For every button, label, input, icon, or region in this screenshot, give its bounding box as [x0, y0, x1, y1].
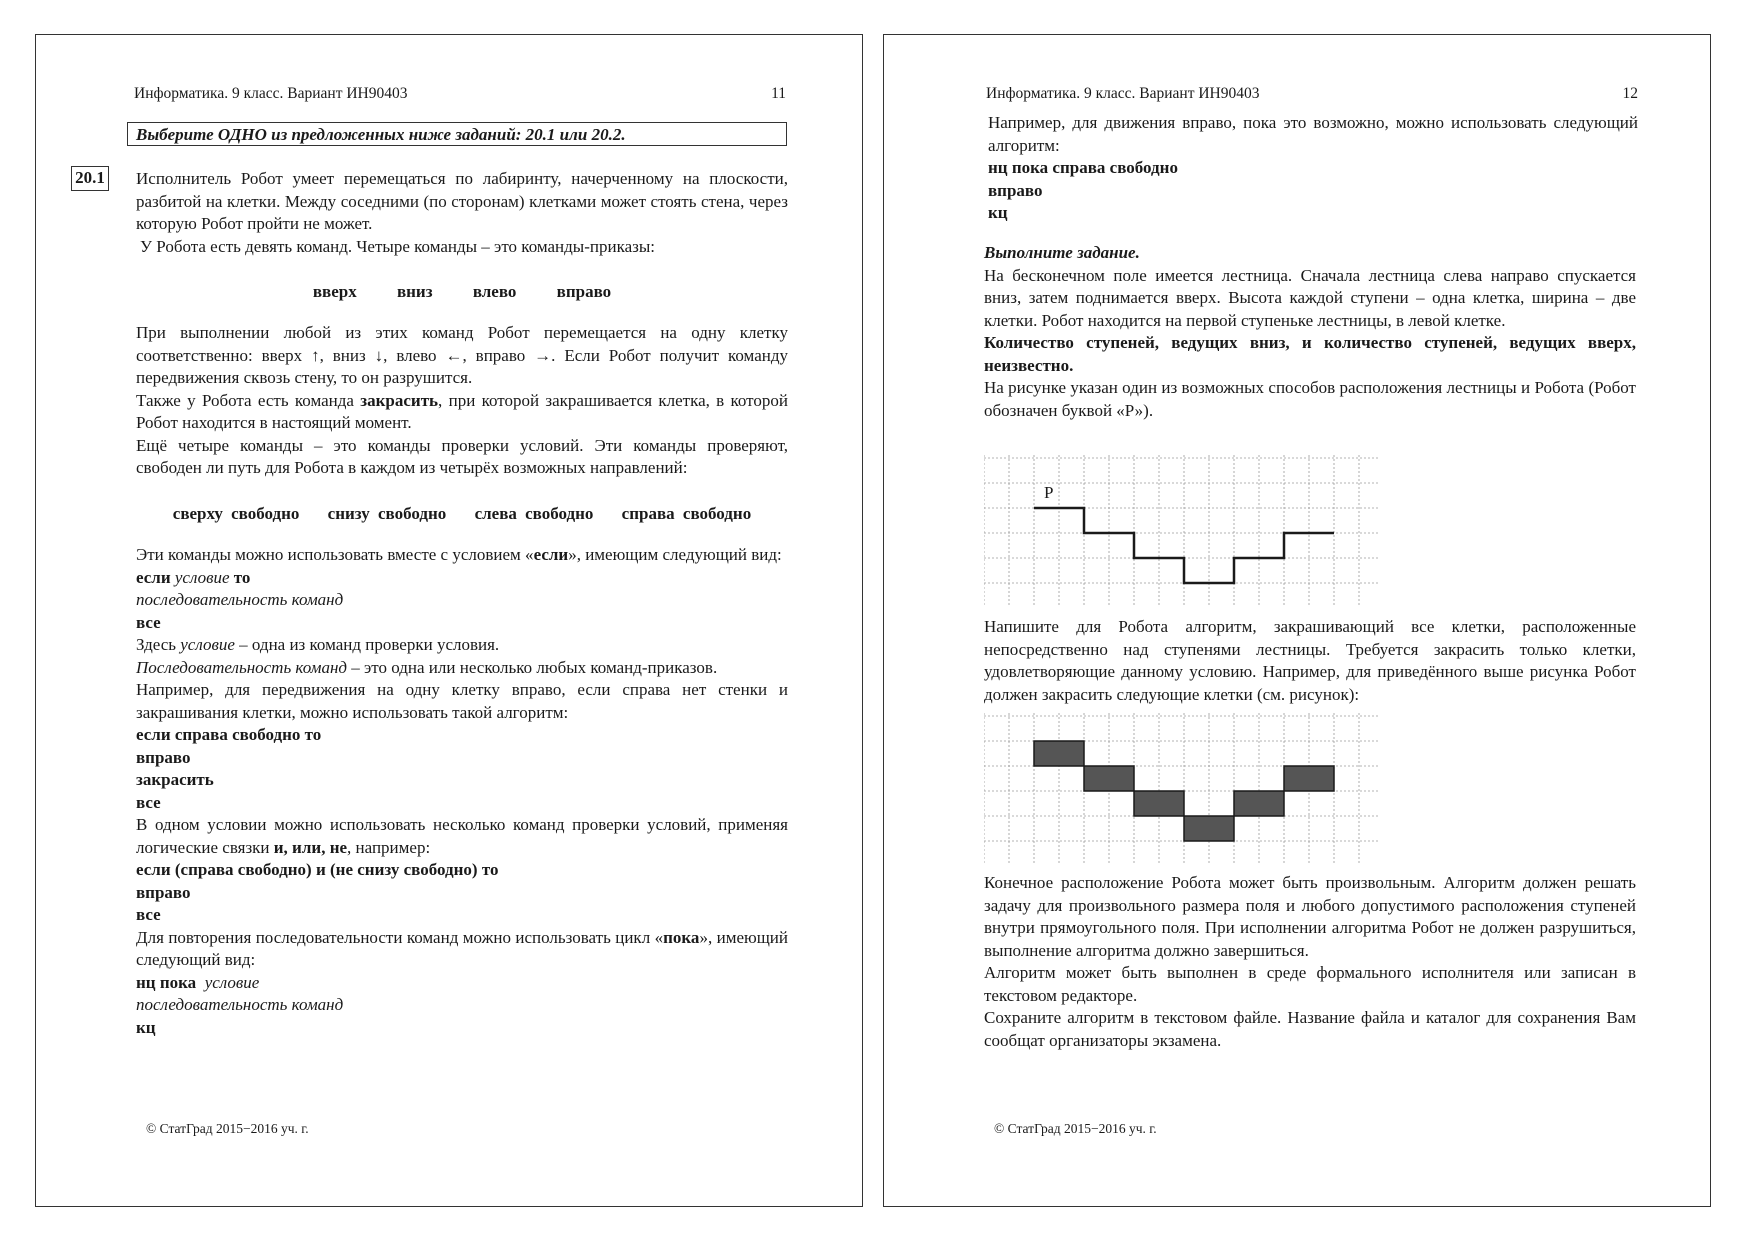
header-title: Информатика. 9 класс. Вариант ИН90403 [134, 85, 408, 102]
loop-example-line: нц пока справа свободно [988, 158, 1178, 177]
example1-line: закрасить [136, 770, 214, 789]
loop-example-block [988, 112, 1638, 225]
example1-line: если справа свободно то [136, 725, 322, 744]
loop-example-line: вправо [988, 180, 1043, 200]
page-header [134, 85, 786, 103]
painted-cell [1134, 791, 1184, 816]
intro-text: Исполнитель Робот умеет перемещаться по лабиринту, начерченному на плоскости, разбитой на клетки. Между соседними (по сторонам) клетками может стоять стена, через которую Робот пройти не может. [136, 169, 788, 233]
choose-task-box: Выберите ОДНО из предложенных ниже заданий: 20.1 или 20.2. [127, 122, 787, 146]
seq-desc-post: – это одна или несколько любых команд-приказов. [346, 657, 718, 677]
right-page [883, 34, 1711, 1207]
if-syntax [136, 567, 788, 590]
if-block [136, 544, 788, 1039]
page-number: 11 [771, 85, 786, 102]
loop-pre: Для повторения последовательности команд можно использовать цикл « [136, 927, 664, 947]
here-post: – одна из команд проверки условия. [234, 635, 500, 654]
here-cond: условие [180, 635, 235, 654]
left-page [35, 34, 863, 1207]
move-desc: При выполнении любой из этих команд Робот перемещается на одну клетку соответственно: вверх ↑, вниз ↓, влево ←, вправо →. Если Робот получит команду передвижения сквозь стену, то он разрушится. [136, 323, 788, 387]
task-heading: Выполните задание. [984, 243, 1140, 262]
save-text: Сохраните алгоритм в текстовом файле. Название файла и каталог для сохранения Вам сообщат организаторы экзамена. [984, 1008, 1636, 1050]
task-block [984, 242, 1636, 422]
write-task-block [984, 616, 1636, 706]
figure-intro: На рисунке указан один из возможных способов расположения лестницы и Робота (Робот обозначен буквой «Р»). [984, 378, 1636, 420]
page-footer: © СтатГрад 2015−2016 уч. г. [994, 1121, 1157, 1136]
page-number: 12 [1622, 85, 1638, 102]
painted-cell [1184, 816, 1234, 841]
move-desc-block [136, 322, 788, 480]
loop-end: кц [136, 1017, 156, 1037]
write-task: Напишите для Робота алгоритм, закрашивающий все клетки, расположенные непосредственно над ступенями лестницы. Требуется закрасить только клетки, удовлетворяющие данному условию. Например, для приведённого выше рисунка Робот должен закрасить следующие клетки (см. рисунок): [984, 617, 1636, 704]
here-desc [136, 634, 788, 657]
seq-desc [136, 657, 788, 680]
example1-line: все [136, 792, 161, 812]
loop-sequence: последовательность команд [136, 995, 344, 1014]
final-block [984, 872, 1636, 1052]
loop-example-desc: Например, для движения вправо, пока это возможно, можно использовать следующий алгоритм: [988, 113, 1638, 155]
example2-line: все [136, 905, 161, 924]
header-title: Информатика. 9 класс. Вариант ИН90403 [986, 85, 1260, 102]
commands-intro: У Робота есть девять команд. Четыре команды – это команды-приказы: [140, 236, 655, 256]
task-bold: Количество ступеней, ведущих вниз, и количество ступеней, ведущих вверх, неизвестно. [984, 333, 1636, 375]
loop-condition: условие [204, 972, 260, 992]
paint-desc [136, 390, 788, 435]
command-left: влево [472, 282, 517, 301]
command-up: вверх [312, 282, 357, 301]
example2-line: если (справа свободно) и (не снизу свободно) то [136, 860, 499, 879]
paint-pre: Также у Робота есть команда [136, 390, 361, 410]
end-keyword: все [136, 612, 161, 632]
move-commands [136, 282, 788, 302]
seq-desc-italic: Последовательность команд [136, 657, 347, 677]
logic-desc [136, 814, 788, 859]
loop-desc [136, 927, 788, 972]
check-down: снизу свободно [327, 504, 447, 523]
check-commands [136, 504, 788, 524]
check-desc: Ещё четыре команды – это команды проверки условий. Эти команды проверяют, свободен ли путь для Робота в каждом из четырёх возможных направлений: [136, 435, 788, 477]
if-pre: Эти команды можно использовать вместе с условием « [136, 545, 534, 564]
logic-words: и, или, не [273, 837, 348, 857]
here-pre: Здесь [136, 635, 181, 654]
painted-cell [1084, 766, 1134, 791]
painted-cells [1034, 741, 1334, 841]
loop-syntax [136, 972, 788, 995]
painted-cell [1234, 791, 1284, 816]
example2-line: вправо [136, 882, 191, 902]
paint-post: , при которой закрашивается клетка, в которой Робот находится в настоящий момент. [136, 390, 788, 432]
intro-block [136, 168, 788, 258]
staircase-figure [984, 455, 1379, 607]
painted-cells-figure [984, 713, 1379, 865]
sequence-word: последовательность команд [136, 590, 344, 609]
logic-post: , например: [347, 837, 431, 857]
then-keyword: то [233, 567, 251, 587]
grid-lines [984, 455, 1379, 607]
loop-keyword: нц пока [136, 972, 197, 992]
task-number: 20.1 [71, 166, 109, 191]
paint-command: закрасить [360, 390, 439, 410]
if-word: если [533, 545, 569, 564]
if-post: », имеющим следующий вид: [568, 545, 782, 564]
robot-label: Р [1044, 483, 1054, 502]
example1-desc: Например, для передвижения на одну клетку вправо, если справа нет стенки и закрашивания клетки, можно использовать такой алгоритм: [136, 680, 788, 722]
final-text: Конечное расположение Робота может быть произвольным. Алгоритм должен решать задачу для произвольного размера поля и любого допустимого расположения ступеней внутри прямоугольного поля. При исполнении алгоритма Робот не должен разрушиться, выполнение алгоритма должно завершиться. [984, 873, 1636, 960]
logic-pre: В одном условии можно использовать несколько команд проверки условий, применяя логические связки [136, 815, 788, 857]
if-desc [136, 544, 788, 567]
check-left: слева свободно [474, 504, 594, 523]
task-text: На бесконечном поле имеется лестница. Сначала лестница слева направо спускается вниз, затем поднимается вверх. Высота каждой ступени – одна клетка, ширина – две клетки. Робот находится на первой ступеньке лестницы, в левой клетке. [984, 265, 1636, 330]
if-keyword: если [136, 567, 171, 587]
loop-word: пока [663, 927, 700, 947]
condition-word: условие [174, 567, 230, 587]
check-right: справа свободно [621, 504, 752, 523]
env-text: Алгоритм может быть выполнен в среде формального исполнителя или записан в текстовом редакторе. [984, 963, 1636, 1005]
painted-cell [1284, 766, 1334, 791]
command-down: вниз [396, 282, 433, 301]
page-footer: © СтатГрад 2015−2016 уч. г. [146, 1121, 309, 1136]
loop-example-line: кц [988, 203, 1008, 222]
example1-line: вправо [136, 747, 191, 767]
loop-post: », имеющий следующий вид: [136, 927, 788, 969]
check-up: сверху свободно [172, 504, 300, 523]
command-right: вправо [556, 282, 612, 301]
painted-cell [1034, 741, 1084, 766]
page-header [986, 85, 1638, 103]
